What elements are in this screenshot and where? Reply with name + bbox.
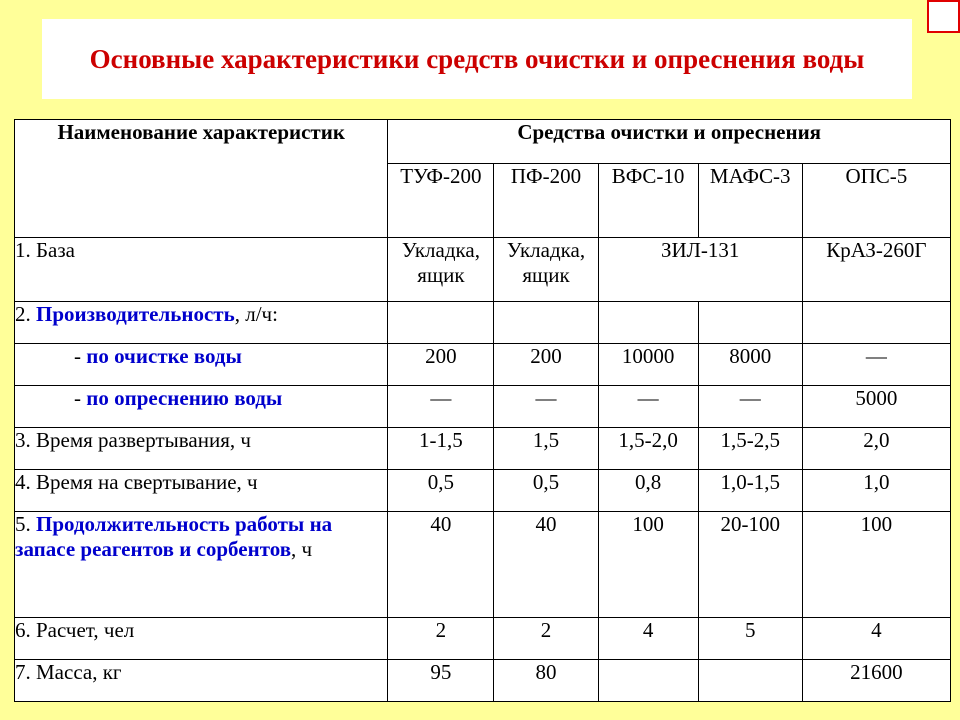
table-row-fold bbox=[15, 470, 951, 512]
table-row-mass bbox=[15, 660, 951, 702]
row-label: 4. Время на свертывание, ч bbox=[15, 470, 388, 512]
cell-duration-vfs: 100 bbox=[598, 512, 698, 618]
title-box bbox=[42, 19, 912, 99]
row-prefix: - bbox=[74, 344, 87, 368]
header-group-text: Средства очистки и опреснения bbox=[517, 120, 822, 144]
cell-deploy-vfs: 1,5-2,0 bbox=[598, 428, 698, 470]
cell-mass-tuf: 95 bbox=[388, 660, 494, 702]
cell-desal-pf: — bbox=[494, 386, 598, 428]
cell-empty bbox=[494, 302, 598, 344]
header-name-cell bbox=[15, 120, 388, 238]
cell-empty bbox=[598, 302, 698, 344]
table-row-productivity bbox=[15, 302, 951, 344]
row-prefix: 5. bbox=[15, 512, 36, 536]
row-label bbox=[15, 386, 388, 428]
cell-duration-ops: 100 bbox=[802, 512, 950, 618]
header-col-ops: ОПС-5 bbox=[802, 164, 950, 238]
cell-desal-tuf: — bbox=[388, 386, 494, 428]
characteristics-table bbox=[14, 119, 951, 702]
cell-desal-mafs: — bbox=[698, 386, 802, 428]
cell-desal-vfs: — bbox=[598, 386, 698, 428]
cell-deploy-ops: 2,0 bbox=[802, 428, 950, 470]
table-row-deploy bbox=[15, 428, 951, 470]
row-highlight: по опреснению воды bbox=[86, 386, 283, 410]
cell-duration-mafs: 20-100 bbox=[698, 512, 802, 618]
cell-duration-pf: 40 bbox=[494, 512, 598, 618]
cell-cleaning-vfs: 10000 bbox=[598, 344, 698, 386]
cell-crew-tuf: 2 bbox=[388, 618, 494, 660]
header-col-mafs: МАФС-3 bbox=[698, 164, 802, 238]
cell-cleaning-mafs: 8000 bbox=[698, 344, 802, 386]
header-col-pf: ПФ-200 bbox=[494, 164, 598, 238]
cell-desal-ops: 5000 bbox=[802, 386, 950, 428]
cell-mass-ops: 21600 bbox=[802, 660, 950, 702]
row-highlight: Производительность bbox=[36, 302, 235, 326]
table-row-crew bbox=[15, 618, 951, 660]
cell-mass-pf: 80 bbox=[494, 660, 598, 702]
cell-empty bbox=[698, 660, 802, 702]
row-label: 3. Время развертывания, ч bbox=[15, 428, 388, 470]
header-group-cell bbox=[388, 120, 951, 164]
cell-crew-pf: 2 bbox=[494, 618, 598, 660]
cell-fold-tuf: 0,5 bbox=[388, 470, 494, 512]
table-row-duration bbox=[15, 512, 951, 618]
cell-crew-vfs: 4 bbox=[598, 618, 698, 660]
row-label: 6. Расчет, чел bbox=[15, 618, 388, 660]
row-label bbox=[15, 344, 388, 386]
header-col-tuf: ТУФ-200 bbox=[388, 164, 494, 238]
cell-empty bbox=[698, 302, 802, 344]
cell-cleaning-ops: — bbox=[802, 344, 950, 386]
row-label: 1. База bbox=[15, 238, 388, 302]
cell-deploy-mafs: 1,5-2,5 bbox=[698, 428, 802, 470]
cell-fold-ops: 1,0 bbox=[802, 470, 950, 512]
cell-base-pf: Укладка, ящик bbox=[494, 238, 598, 302]
header-col-vfs: ВФС-10 bbox=[598, 164, 698, 238]
row-label: 7. Масса, кг bbox=[15, 660, 388, 702]
row-prefix: 2. bbox=[15, 302, 36, 326]
row-prefix: - bbox=[74, 386, 87, 410]
table-row-base bbox=[15, 238, 951, 302]
cell-cleaning-tuf: 200 bbox=[388, 344, 494, 386]
row-label bbox=[15, 302, 388, 344]
cell-crew-ops: 4 bbox=[802, 618, 950, 660]
cell-empty bbox=[388, 302, 494, 344]
cell-deploy-pf: 1,5 bbox=[494, 428, 598, 470]
corner-frame bbox=[927, 0, 960, 33]
cell-base-vfs-mafs: ЗИЛ-131 bbox=[598, 238, 802, 302]
cell-cleaning-pf: 200 bbox=[494, 344, 598, 386]
row-suffix: , л/ч: bbox=[234, 302, 278, 326]
cell-fold-mafs: 1,0-1,5 bbox=[698, 470, 802, 512]
page-title: Основные характеристики средств очистки и опреснения воды bbox=[89, 43, 865, 74]
row-suffix: , ч bbox=[291, 537, 313, 561]
row-highlight: по очистке воды bbox=[86, 344, 242, 368]
cell-empty bbox=[598, 660, 698, 702]
cell-fold-vfs: 0,8 bbox=[598, 470, 698, 512]
header-row-group bbox=[15, 120, 951, 164]
cell-crew-mafs: 5 bbox=[698, 618, 802, 660]
cell-fold-pf: 0,5 bbox=[494, 470, 598, 512]
table-row-cleaning bbox=[15, 344, 951, 386]
table-row-desalination bbox=[15, 386, 951, 428]
cell-duration-tuf: 40 bbox=[388, 512, 494, 618]
cell-deploy-tuf: 1-1,5 bbox=[388, 428, 494, 470]
cell-empty bbox=[802, 302, 950, 344]
cell-base-ops: КрАЗ-260Г bbox=[802, 238, 950, 302]
row-label bbox=[15, 512, 388, 618]
header-name-text: Наименование характеристик bbox=[57, 120, 345, 144]
cell-base-tuf: Укладка, ящик bbox=[388, 238, 494, 302]
row-highlight: Продолжительность работы на запасе реагентов и сорбентов bbox=[15, 512, 333, 561]
